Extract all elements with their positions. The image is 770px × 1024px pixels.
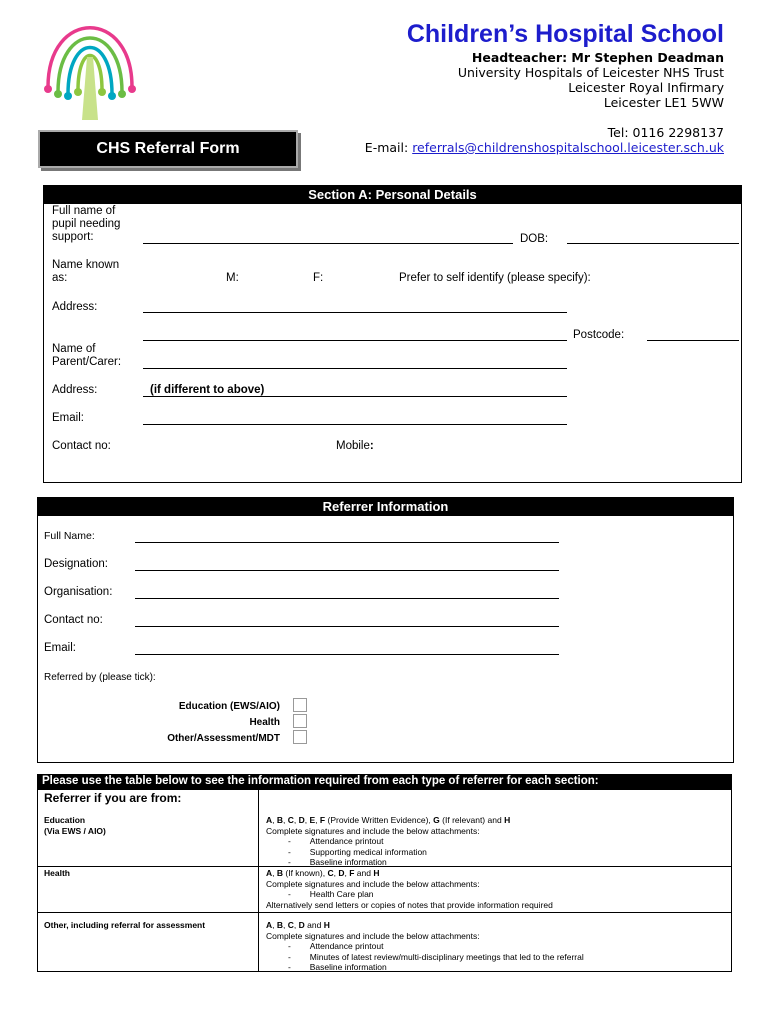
address-field-2[interactable] — [143, 340, 567, 341]
if-different-note: (if different to above) — [150, 384, 265, 396]
email-field-label: Email: — [52, 412, 84, 424]
row-health-requirements — [266, 868, 726, 910]
referrer-contact-label: Contact no: — [44, 614, 103, 626]
row-education-item-3: - Baseline information — [288, 857, 387, 867]
referrer-section — [37, 497, 734, 763]
row-education-requirements — [266, 815, 726, 868]
option-health-checkbox[interactable] — [293, 714, 307, 728]
mobile-colon: : — [369, 440, 374, 452]
organisation-field[interactable] — [135, 598, 559, 599]
row-health-complete: Complete signatures and include the below attachments: — [266, 878, 480, 889]
mobile-label — [336, 440, 374, 453]
row-education-complete: Complete signatures and include the below attachments: — [266, 825, 480, 836]
address-field-1[interactable] — [143, 312, 567, 313]
email-link[interactable]: referrals@childrenshospitalschool.leicester.sch.uk — [412, 140, 724, 155]
row-other-item-2: - Minutes of latest review/multi-disciplinary meetings that led to the referral — [288, 951, 584, 962]
mobile-label-text: Mobile — [336, 440, 370, 452]
referred-by-label: Referred by (please tick): — [44, 672, 156, 683]
parent-label: Name of Parent/Carer: — [52, 343, 122, 368]
form-title-badge — [38, 130, 298, 168]
male-label: M: — [226, 272, 239, 284]
school-name: Children’s Hospital School — [406, 20, 724, 48]
address-label: Address: — [52, 301, 98, 313]
option-health-label: Health — [249, 717, 280, 728]
row-education-type — [44, 815, 106, 836]
parent-field[interactable] — [143, 368, 567, 369]
referrer-name-field[interactable] — [135, 542, 559, 543]
contact-label: Contact no: — [52, 440, 111, 452]
referrer-name-label: Full Name: — [44, 530, 95, 542]
designation-label: Designation: — [44, 558, 108, 570]
full-name-field[interactable] — [143, 243, 513, 244]
email-line — [365, 140, 724, 155]
referrer-email-field[interactable] — [135, 654, 559, 655]
row-health-sections: A, B (If known), C, D, F and H — [266, 868, 380, 878]
row-other-item-1: - Attendance printout — [288, 941, 384, 951]
school-logo — [40, 12, 140, 122]
designation-field[interactable] — [135, 570, 559, 571]
postcode-field[interactable] — [647, 340, 739, 341]
row-other-type: Other, including referral for assessment — [44, 920, 206, 930]
organisation-label: Organisation: — [44, 586, 113, 598]
headteacher: Headteacher: Mr Stephen Deadman — [471, 50, 724, 65]
parent-address-field[interactable] — [143, 396, 567, 397]
referrer-title: Referrer Information — [38, 498, 733, 516]
table-title: Please use the table below to see the information required from each type of referrer for each section: — [37, 774, 732, 789]
postal-line: Leicester LE1 5WW — [603, 95, 724, 110]
telephone: Tel: 0116 2298137 — [607, 125, 724, 140]
row-health-item-1: - Health Care plan — [288, 889, 374, 899]
row-health-type: Health — [44, 868, 70, 878]
section-a-title: Section A: Personal Details — [44, 186, 741, 204]
parent-address-label: Address: — [52, 384, 98, 396]
self-identify-label: Prefer to self identify (please specify): — [399, 272, 591, 284]
section-a — [43, 185, 742, 483]
referrer-contact-field[interactable] — [135, 626, 559, 627]
row-other-sections: A, B, C, D and H — [266, 920, 330, 930]
row-health-extra: Alternatively send letters or copies of notes that provide information required — [266, 899, 553, 910]
known-as-label: Name known as: — [52, 259, 120, 284]
option-other-checkbox[interactable] — [293, 730, 307, 744]
trust-line: University Hospitals of Leicester NHS Trust — [457, 65, 724, 80]
option-education-checkbox[interactable] — [293, 698, 307, 712]
option-other-label: Other/Assessment/MDT — [167, 733, 280, 744]
form-title: CHS Referral Form — [96, 140, 240, 157]
row-education-item-1: - Attendance printout — [288, 836, 384, 846]
row-other-item-3: - Baseline information — [288, 962, 387, 972]
email-label: E-mail: — [364, 140, 409, 155]
row-other-requirements — [266, 920, 726, 973]
row-other-complete: Complete signatures and include the below attachments: — [266, 930, 480, 941]
postcode-label: Postcode: — [573, 329, 625, 341]
table-divider-vertical — [258, 789, 259, 972]
row-education-type-line1: Education — [44, 815, 86, 825]
referrer-email-label: Email: — [44, 642, 76, 654]
full-name-label: Full name of pupil needing support: — [52, 205, 121, 243]
dob-label: DOB: — [520, 233, 549, 245]
female-label: F: — [313, 272, 324, 284]
row-education-type-line2: (Via EWS / AIO) — [44, 825, 106, 836]
row-education-item-2: - Supporting medical information — [288, 846, 427, 857]
infirmary-line: Leicester Royal Infirmary — [568, 80, 724, 95]
dob-field[interactable] — [567, 243, 739, 244]
option-education-label: Education (EWS/AIO) — [178, 701, 280, 712]
row-education-sections: A, B, C, D, E, F (Provide Written Evidence), G (If relevant) and H — [266, 815, 511, 825]
table-col-header: Referrer if you are from: — [44, 791, 182, 805]
table-divider-2 — [37, 912, 732, 913]
email-field[interactable] — [143, 424, 567, 425]
